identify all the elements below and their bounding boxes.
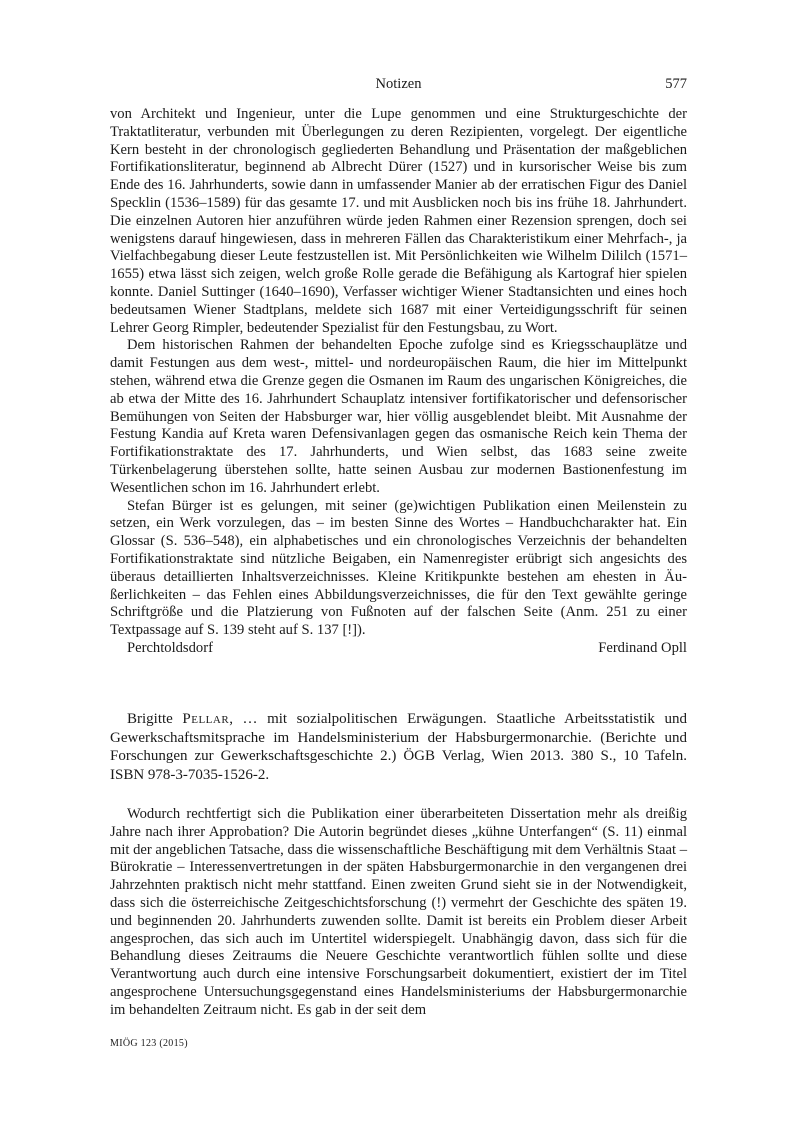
journal-footer: MIÖG 123 (2015) (110, 1038, 188, 1049)
review-citation (110, 710, 687, 784)
paragraph: von Architekt und Ingenieur, unter die Lupe genommen und eine Strukturgeschichte der Traktatliteratur, verbunden mit Überlegungen zu deren Rezipienten, vorgelegt. Der eigentliche Kern besteht in der chronologisch gegliederten Behandlung und Präsentation der maßgeblichen Fortifikationsliteratur, beginnend ab Albrecht Dürer (1527) und in kursorischer Weise bis zum Ende des 16. Jahrhunderts, sowie dann in umfassender Manier ab der erratischen Figur des Daniel Specklin (1536–1589) für das gesamte 17. und mit Ausblicken noch bis ins frühe 18. Jahrhundert. Die einzelnen Autoren hier anzuführen würde jeden Rahmen einer Rezension sprengen, doch sei wenigstens darauf hingewiesen, dass in mehreren Fällen das Charakteristikum einer Mehrfach-, ja Vielfachbegabung dieser Leute festzustellen ist. Mit Persönlichkeiten wie Wilhelm Dililch (1571–1655) etwa lässt sich zeigen, welch große Rolle gerade die Befähigung als Kartograf hier spielen konnte. Daniel Suttinger (1640–1690), Verfasser wichtiger Wiener Stadtansichten und eines hoch bedeutsamen Wiener Stadtplans, meldete sich 1687 mit einer Verteidigungsschrift für seinen Lehrer Georg Rimpler, bedeutender Spezialist für den Festungsbau, zu Wort. (110, 106, 687, 336)
previous-review-continuation (110, 106, 687, 658)
paragraph: Stefan Bürger ist es gelungen, mit seiner (ge)wichtigen Publikation einen Meilenstein zu setzen, ein Werk vorzulegen, das – im besten Sinne des Wortes – Handbuchcharakter hat. Ein Glossar (S. 536–548), ein alphabetisches und ein chronologisches Verzeichnis der behandelten Fortifikationstraktate sind nützliche Beigaben, ein Namenregister erübrigt sich angesichts des überaus detaillierten Inhaltsverzeichnisses. Kleine Kritikpunkte bestehen am ehesten in Äußerlichkeiten – das Fehlen eines Abbildungsverzeichnisses, die für den Text gewählte geringe Schriftgröße und die Platzierung von Fußnoten auf der falschen Seite (Anm. 251 zu einer Textpassage auf S. 139 steht auf S. 137 [!]). (110, 497, 687, 639)
page-number: 577 (665, 76, 687, 92)
review-signature (110, 640, 687, 658)
running-title: Notizen (375, 76, 422, 92)
reviewer-place: Perchtoldsdorf (127, 639, 213, 656)
running-header (110, 76, 687, 96)
review-body (110, 806, 687, 1020)
paragraph: Wodurch rechtfertigt sich die Publikation einer überarbeiteten Dissertation mehr als dreißig Jahre nach ihrer Approbation? Die Autorin begründet dieses „kühne Unterfangen“ (S. 11) einmal mit der angeblichen Tatsache, dass die wissenschaftliche Beschäftigung mit dem Verhältnis Staat – Bürokratie – Interessenvertretungen in der späten Habsburgermonarchie in den vergangenen drei Jahrzehnten praktisch nicht mehr stattfand. Einen zweiten Grund sieht sie in der Notwendigkeit, dass sich die österreichische Zeitgeschichtsforschung (!) vermehrt der Geschichte des späten 19. und beginnenden 20. Jahrhunderts zuwenden sollte. Damit ist bereits ein Problem dieser Arbeit angesprochen, das sich auch im Untertitel widerspiegelt. Unabhängig davon, dass sich für die Behandlung dieses Zeitraums die Neuere Geschichte verantwortlich fühlen sollte und diese Verantwortung auch durch eine intensive Forschungsarbeit dokumentiert, existiert der im Titel angesprochene Untersuchungsgegenstand eines Handelsministeriums der Habsburgermonarchie im behandelten Zeitraum nicht. Es gab in der seit dem (110, 806, 687, 1018)
citation-title: , … mit sozialpolitischen Erwägungen. Staatliche Arbeitsstatistik und Gewerkschaftsmitsprache im Handelsministerium der Habsburgermonarchie. (Berichte und Forschungen zur Gewerkschaftsgeschichte 2.) ÖGB Verlag, Wien 2013. 380 S., 10 Tafeln. ISBN 978-3-7035-1526-2. (110, 711, 687, 783)
author-first-name: Brigitte (127, 711, 173, 727)
paragraph: Dem historischen Rahmen der behandelten Epoche zufolge sind es Kriegsschauplätze und damit Festungen aus dem west-, mittel- und nordeuropäischen Raum, die hier im Mittelpunkt stehen, während etwa die Grenze gegen die Osmanen im Raum des ungarischen Königreiches, die ab etwa der Mitte des 16. Jahrhundert Schauplatz intensiver fortifikatorischer und defensorischer Bemühungen von Seiten der Habsburger war, hier völlig ausgeblendet bleibt. Mit Ausnahme der Festung Kandia auf Kreta waren Defensivanlagen gegen das osmanische Reich kein Thema der Fortifikationstraktate des 17. Jahrhunderts, und Wien selbst, das 1683 seine zweite Türkenbelagerung überstehen sollte, hatte seinen Ausbau zur modernen Bastionenfestung im Wesentlichen schon im 16. Jahrhundert erlebt. (110, 337, 687, 496)
reviewer-name: Ferdinand Opll (598, 639, 687, 656)
citation-text (110, 710, 687, 784)
author-last-name: Pellar (182, 711, 230, 727)
